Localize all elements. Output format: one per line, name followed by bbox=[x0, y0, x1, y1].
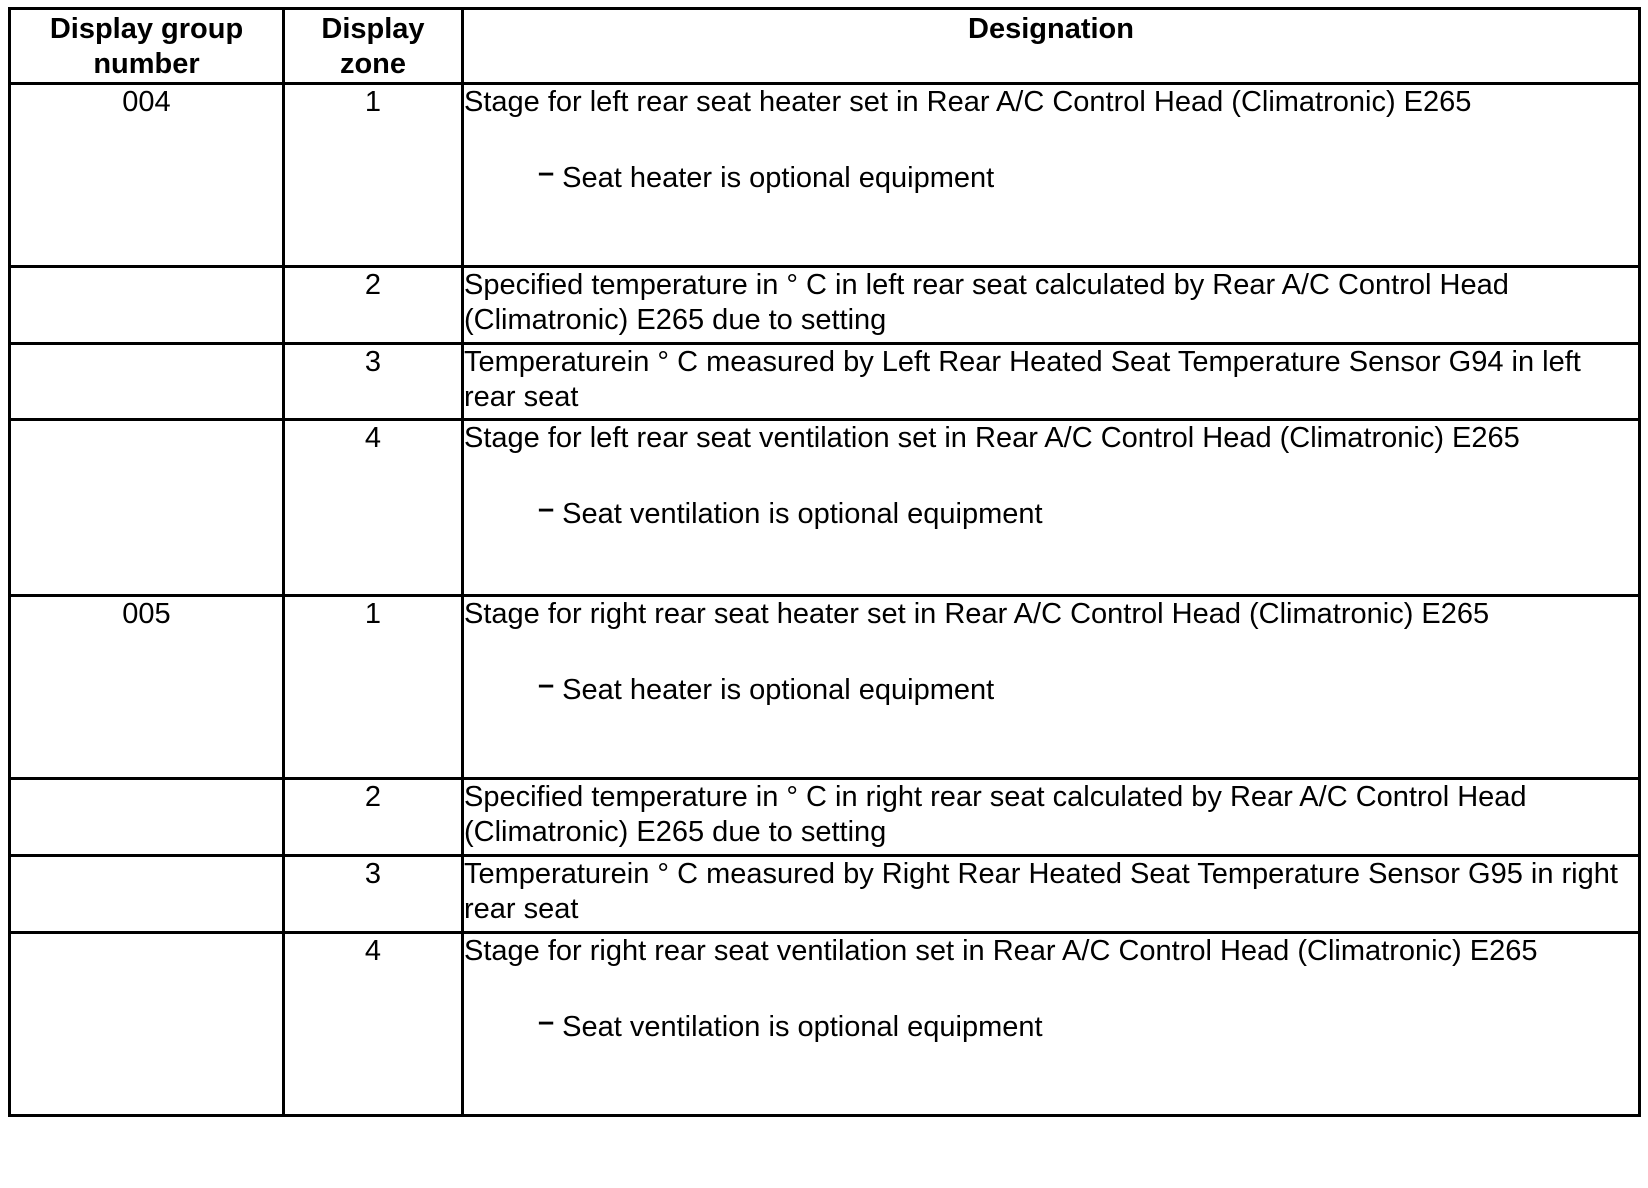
dash-bullet-icon: – bbox=[538, 493, 555, 525]
header-display-group-number: Display group number bbox=[10, 9, 284, 84]
designation-text: Stage for left rear seat heater set in Rear A/C Control Head (Climatronic) E265 bbox=[464, 86, 1472, 118]
designation-cell bbox=[463, 267, 1640, 344]
group-cell bbox=[10, 420, 284, 596]
designation-cell bbox=[463, 933, 1640, 1116]
note-text: Seat heater is optional equipment bbox=[562, 162, 995, 194]
note-line bbox=[538, 157, 1638, 218]
note-text: Seat ventilation is optional equipment bbox=[562, 1011, 1043, 1043]
note-text: Seat ventilation is optional equipment bbox=[562, 498, 1043, 530]
designation-cell bbox=[463, 420, 1640, 596]
note-line bbox=[538, 669, 1638, 730]
designation-cell bbox=[463, 779, 1640, 856]
table-row bbox=[10, 933, 1640, 1116]
table-row bbox=[10, 84, 1640, 267]
table-row bbox=[10, 856, 1640, 933]
zone-cell: 3 bbox=[284, 344, 463, 420]
zone-cell: 4 bbox=[284, 420, 463, 596]
group-cell: 005 bbox=[10, 596, 284, 779]
designation-text: Specified temperature in ° C in left rear seat calculated by Rear A/C Control Head (Climatronic) E265 due to setting bbox=[464, 269, 1509, 336]
designation-text: Temperaturein ° C measured by Right Rear Heated Seat Temperature Sensor G95 in right rear seat bbox=[464, 858, 1618, 925]
dash-bullet-icon: – bbox=[538, 157, 555, 189]
header-display-zone: Display zone bbox=[284, 9, 463, 84]
zone-cell: 1 bbox=[284, 84, 463, 267]
table-row bbox=[10, 779, 1640, 856]
zone-cell: 2 bbox=[284, 267, 463, 344]
header-designation: Designation bbox=[463, 9, 1640, 84]
header-row bbox=[10, 9, 1640, 84]
note-line bbox=[538, 1006, 1638, 1067]
designation-text: Temperaturein ° C measured by Left Rear Heated Seat Temperature Sensor G94 in left rear seat bbox=[464, 346, 1581, 413]
designation-cell bbox=[463, 596, 1640, 779]
group-cell bbox=[10, 856, 284, 933]
designation-text: Specified temperature in ° C in right rear seat calculated by Rear A/C Control Head (Climatronic) E265 due to setting bbox=[464, 781, 1527, 848]
note-line bbox=[538, 493, 1638, 554]
designation-text: Stage for left rear seat ventilation set in Rear A/C Control Head (Climatronic) E265 bbox=[464, 422, 1520, 454]
table-row bbox=[10, 420, 1640, 596]
designation-cell bbox=[463, 344, 1640, 420]
zone-cell: 1 bbox=[284, 596, 463, 779]
group-cell bbox=[10, 267, 284, 344]
group-cell bbox=[10, 344, 284, 420]
designation-cell bbox=[463, 84, 1640, 267]
dash-bullet-icon: – bbox=[538, 669, 555, 701]
table-row bbox=[10, 596, 1640, 779]
designation-text: Stage for right rear seat heater set in Rear A/C Control Head (Climatronic) E265 bbox=[464, 598, 1490, 630]
designation-cell bbox=[463, 856, 1640, 933]
zone-cell: 3 bbox=[284, 856, 463, 933]
zone-cell: 4 bbox=[284, 933, 463, 1116]
table-row bbox=[10, 267, 1640, 344]
group-cell bbox=[10, 779, 284, 856]
table-row bbox=[10, 344, 1640, 420]
zone-cell: 2 bbox=[284, 779, 463, 856]
dash-bullet-icon: – bbox=[538, 1006, 555, 1038]
designation-text: Stage for right rear seat ventilation set in Rear A/C Control Head (Climatronic) E265 bbox=[464, 935, 1538, 967]
group-cell bbox=[10, 933, 284, 1116]
display-group-table bbox=[8, 7, 1641, 1117]
note-text: Seat heater is optional equipment bbox=[562, 674, 995, 706]
group-cell: 004 bbox=[10, 84, 284, 267]
